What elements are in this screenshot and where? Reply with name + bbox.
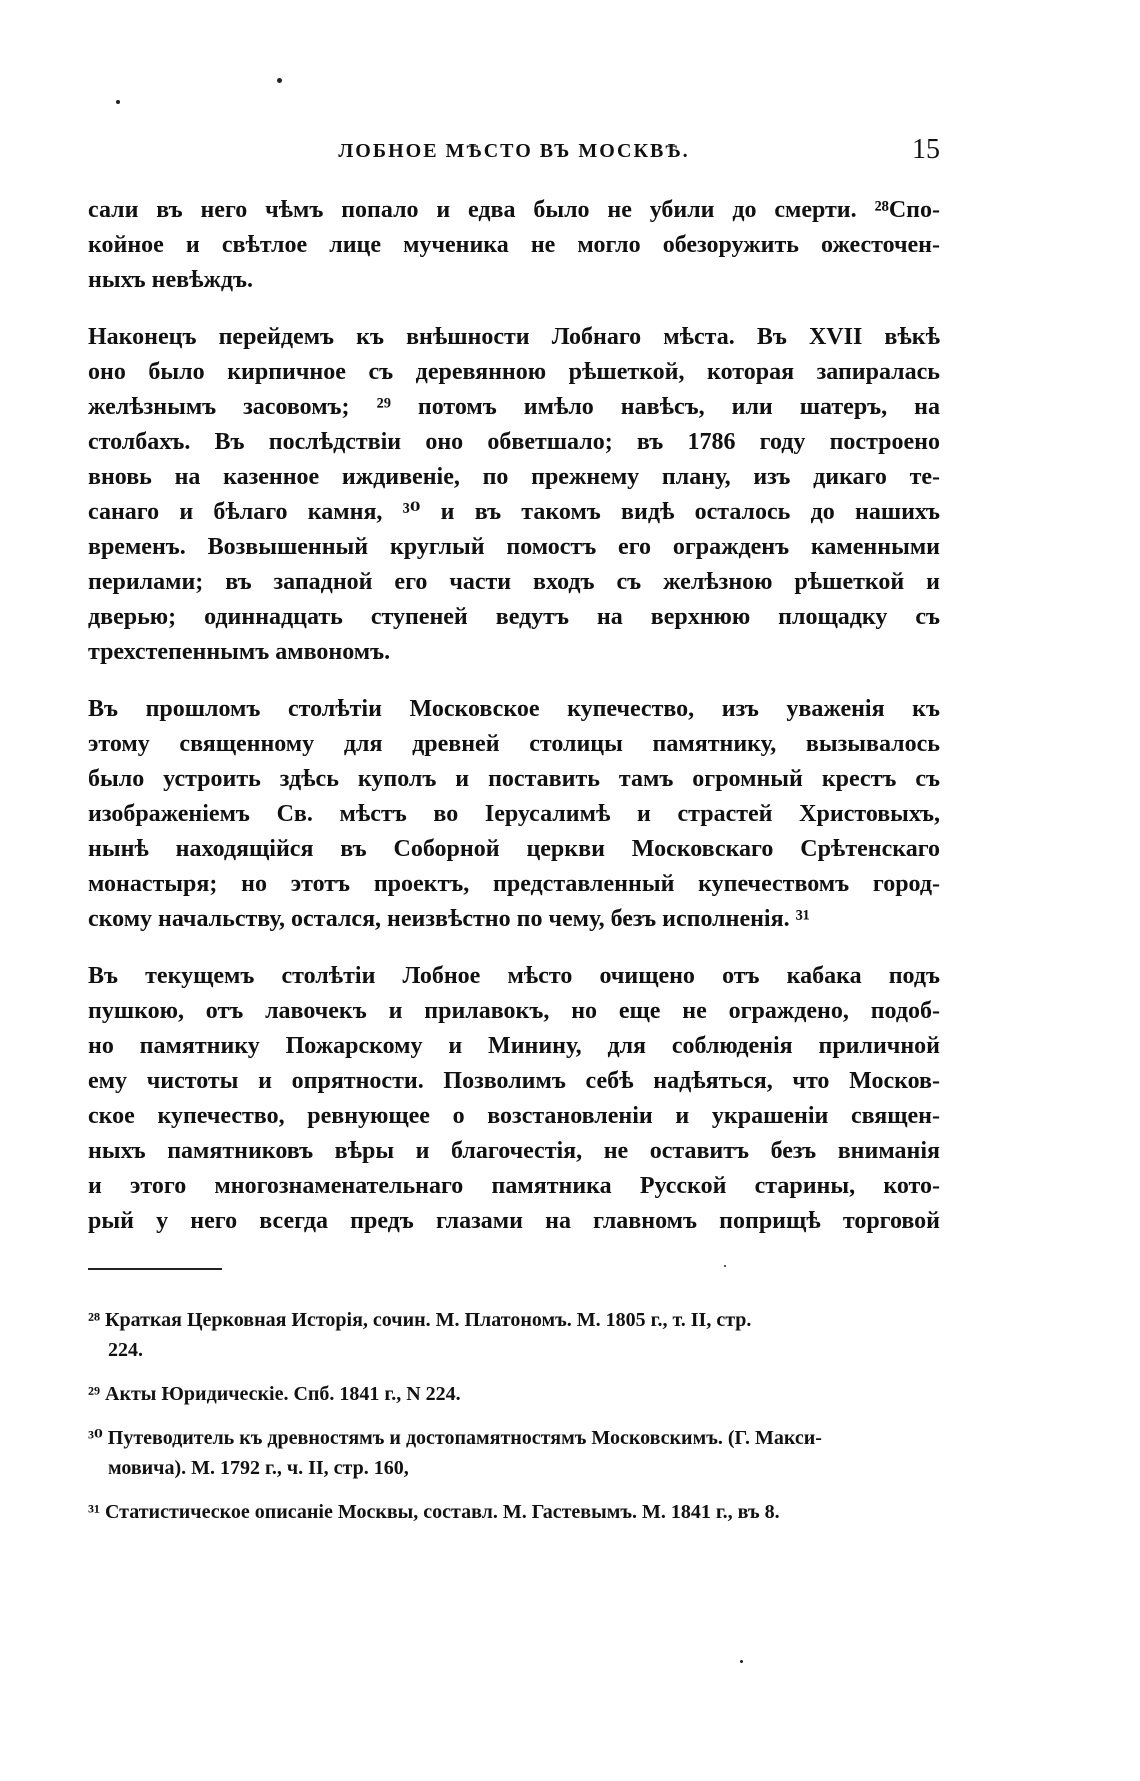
footnote bbox=[88, 1423, 940, 1483]
text-line: санаго и бѣлаго камня, ³⁰ и въ такомъ видѣ осталось до нашихъ bbox=[88, 499, 940, 525]
text-line: этому священному для древней столицы памятнику, вызывалось bbox=[88, 731, 940, 757]
text-line: Въ прошломъ столѣтіи Московское купечество, изъ уваженія къ bbox=[88, 696, 940, 722]
paragraph bbox=[88, 193, 940, 298]
ink-speck bbox=[724, 1265, 726, 1267]
text-line: сали въ него чѣмъ попало и едва было не убили до смерти. ²⁸Спо- bbox=[88, 197, 940, 223]
footnote-text: Путеводитель къ древностямъ и достопамятностямъ Московскимъ. (Г. Макси- bbox=[107, 1427, 822, 1449]
footnote-divider bbox=[88, 1268, 222, 1270]
paragraph bbox=[88, 692, 940, 937]
ink-speck bbox=[740, 1660, 743, 1663]
text-line: нынѣ находящійся въ Соборной церкви Московскаго Срѣтенскаго bbox=[88, 836, 940, 862]
paragraph bbox=[88, 959, 940, 1239]
text-line: скому начальству, остался, неизвѣстно по чему, безъ исполненія. ³¹ bbox=[88, 906, 810, 932]
text-line: ему чистоты и опрятности. Позволимъ себѣ надѣяться, что Москов- bbox=[88, 1068, 940, 1094]
footnote-mark: ²⁸ bbox=[88, 1309, 100, 1331]
text-line: Наконецъ перейдемъ къ внѣшности Лобнаго мѣста. Въ XVII вѣкѣ bbox=[88, 324, 940, 350]
text-line: пушкою, отъ лавочекъ и прилавокъ, но еще не ограждено, подоб- bbox=[88, 998, 940, 1024]
running-title: ЛОБНОЕ МѢСТО ВЪ МОСКВѢ. bbox=[338, 140, 690, 162]
text-line: столбахъ. Въ послѣдствіи оно обветшало; въ 1786 году построено bbox=[88, 429, 940, 455]
text-line: вновь на казенное иждивеніе, по прежнему плану, изъ дикаго те- bbox=[88, 464, 940, 490]
footnote bbox=[88, 1497, 940, 1527]
footnote-text: Статистическое описаніе Москвы, составл. М. Гастевымъ. М. 1841 г., въ 8. bbox=[105, 1501, 780, 1523]
footnote bbox=[88, 1379, 940, 1409]
footnotes bbox=[88, 1305, 940, 1541]
text-line: трехстепеннымъ амвономъ. bbox=[88, 639, 391, 665]
footnote-mark: ³¹ bbox=[88, 1501, 100, 1523]
text-line: и этого многознаменательнаго памятника Русской старины, кото- bbox=[88, 1173, 940, 1199]
paragraph bbox=[88, 320, 940, 670]
text-line: но памятнику Пожарскому и Минину, для соблюденія приличной bbox=[88, 1033, 940, 1059]
text-line: Въ текущемъ столѣтіи Лобное мѣсто очищено отъ кабака подъ bbox=[88, 963, 940, 989]
ink-speck bbox=[277, 78, 282, 83]
footnote-text: Краткая Церковная Исторія, сочин. М. Платономъ. М. 1805 г., т. II, стр. bbox=[105, 1309, 752, 1331]
footnote-text: Акты Юридическіе. Спб. 1841 г., N 224. bbox=[105, 1383, 461, 1405]
text-line: рый у него всегда предъ глазами на главномъ поприщѣ торговой bbox=[88, 1208, 940, 1234]
text-line: ское купечество, ревнующее о возстановленіи и украшеніи священ- bbox=[88, 1103, 940, 1129]
page-header bbox=[88, 134, 940, 174]
footnote-mark: ²⁹ bbox=[88, 1383, 100, 1405]
text-line: перилами; въ западной его части входъ съ желѣзною рѣшеткой и bbox=[88, 569, 940, 595]
footnote-mark: ³⁰ bbox=[88, 1427, 103, 1449]
footnote-continuation: 224. bbox=[108, 1339, 143, 1361]
text-line: оно было кирпичное съ деревянною рѣшеткой, которая запиралась bbox=[88, 359, 940, 385]
text-line: временъ. Возвышенный круглый помостъ его огражденъ каменными bbox=[88, 534, 940, 560]
text-line: дверью; одиннадцать ступеней ведутъ на верхнюю площадку съ bbox=[88, 604, 940, 630]
text-line: было устроить здѣсь куполъ и поставить тамъ огромный крестъ съ bbox=[88, 766, 940, 792]
page-number: 15 bbox=[912, 134, 940, 165]
text-line: монастыря; но этотъ проектъ, представленный купечествомъ город- bbox=[88, 871, 940, 897]
footnote bbox=[88, 1305, 940, 1365]
ink-speck bbox=[116, 100, 120, 104]
footnote-continuation: мовича). М. 1792 г., ч. II, стр. 160, bbox=[108, 1457, 409, 1479]
text-line: изображеніемъ Св. мѣстъ во Іерусалимѣ и страстей Христовыхъ, bbox=[88, 801, 940, 827]
text-line: ныхъ памятниковъ вѣры и благочестія, не оставитъ безъ вниманія bbox=[88, 1138, 940, 1164]
text-line: ныхъ невѣждъ. bbox=[88, 267, 254, 293]
text-line: койное и свѣтлое лице мученика не могло обезоружить ожесточен- bbox=[88, 232, 940, 258]
text-line: желѣзнымъ засовомъ; ²⁹ потомъ имѣло навѣсъ, или шатеръ, на bbox=[88, 394, 940, 420]
body-text bbox=[88, 193, 940, 1239]
